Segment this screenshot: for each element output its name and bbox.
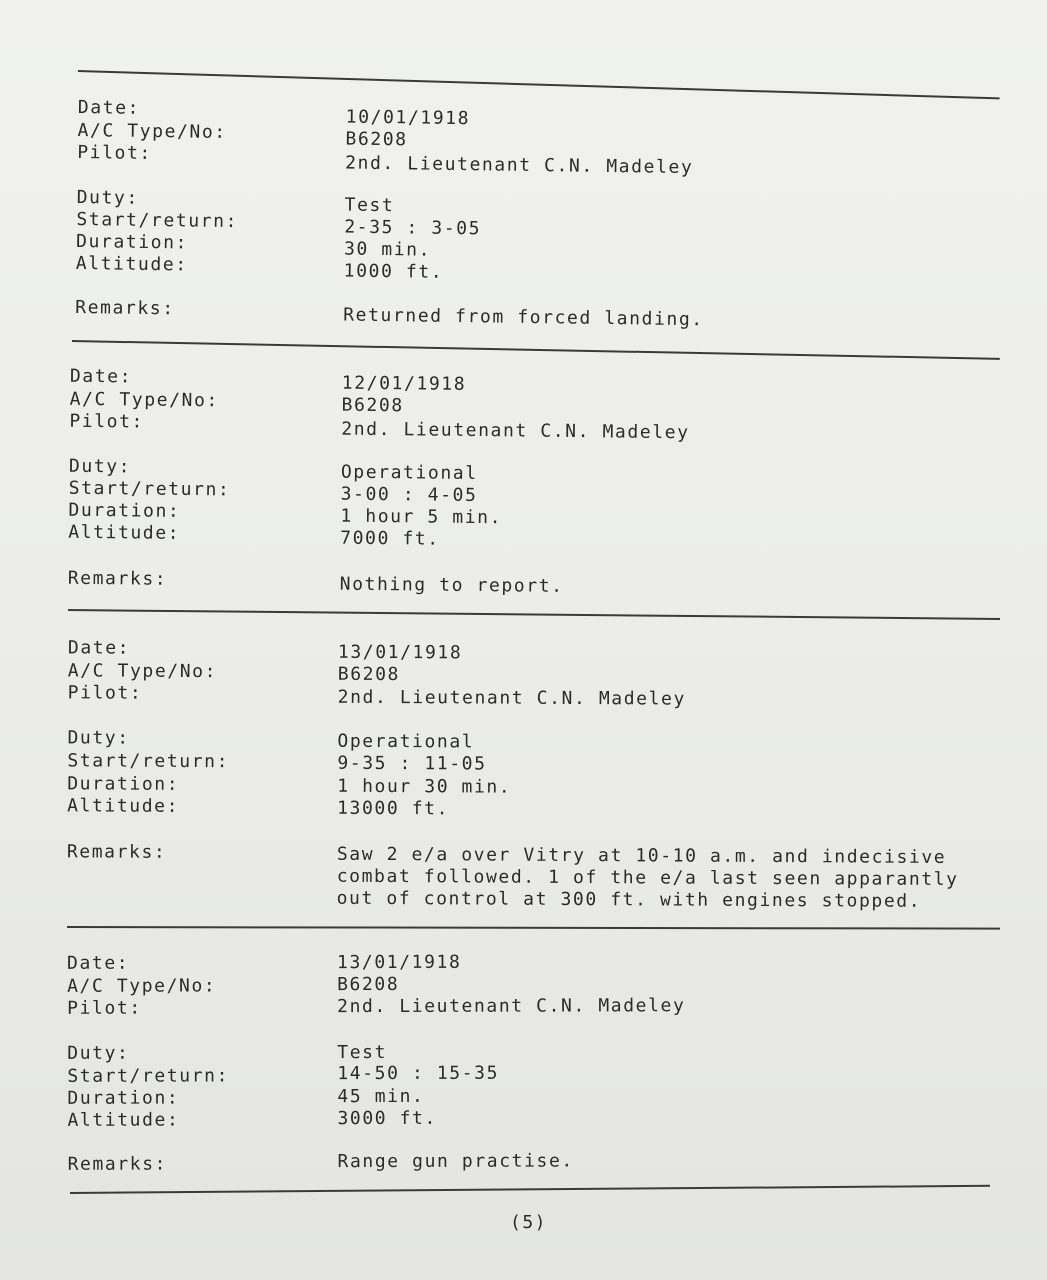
remarks-line: out of control at 300 ft. with engines stopped. [336, 887, 922, 912]
date-value: 10/01/1918 [345, 106, 471, 130]
altitude-label: Altitude: [75, 253, 188, 276]
start-return-value: 9-35 : 11-05 [337, 752, 487, 775]
flight-entry [0, 365, 1047, 626]
pilot-label: Pilot: [77, 142, 153, 164]
flight-entry [0, 950, 1047, 1203]
date-value: 13/01/1918 [337, 641, 463, 664]
duty-value: Operational [337, 730, 475, 753]
remarks-label: Remarks: [75, 297, 175, 320]
duty-value: Test [344, 194, 395, 217]
duration-value: 1 hour 5 min. [340, 505, 503, 529]
duration-label: Duration: [75, 231, 189, 254]
duration-label: Duration: [67, 1087, 180, 1109]
start-return-value: 14-50 : 15-35 [337, 1062, 500, 1085]
date-label: Date: [66, 952, 130, 974]
ac-type-value: B6208 [341, 394, 404, 417]
pilot-label: Pilot: [67, 997, 142, 1019]
altitude-label: Altitude: [67, 795, 180, 817]
page-number: (5) [509, 1212, 547, 1233]
pilot-value: 2nd. Lieutenant C.N. Madeley [337, 995, 686, 1018]
duty-label: Duty: [76, 187, 139, 209]
duration-value: 1 hour 30 min. [337, 775, 512, 798]
separator-rule [78, 70, 1000, 99]
duration-value: 45 min. [337, 1085, 425, 1108]
start-return-label: Start/return: [68, 477, 231, 501]
altitude-value: 7000 ft. [340, 527, 440, 550]
separator-rule [67, 926, 1000, 930]
altitude-value: 1000 ft. [343, 260, 444, 283]
ac-type-label: A/C Type/No: [67, 660, 218, 683]
flight-entry [0, 96, 1047, 360]
remarks-label: Remarks: [67, 567, 168, 590]
start-return-label: Start/return: [76, 209, 239, 233]
duty-label: Duty: [67, 727, 130, 749]
duty-label: Duty: [67, 1042, 130, 1064]
remarks-value [337, 844, 959, 913]
start-return-value: 2-35 : 3-05 [344, 216, 482, 240]
pilot-label: Pilot: [67, 682, 143, 704]
remarks-line: combat followed. 1 of the e/a last seen apparantly [336, 865, 959, 891]
altitude-value: 3000 ft. [337, 1107, 437, 1130]
remarks-value [340, 574, 564, 598]
altitude-value: 13000 ft. [337, 797, 450, 820]
date-value: 12/01/1918 [341, 372, 467, 395]
pilot-value: 2nd. Lieutenant C.N. Madeley [345, 152, 694, 179]
duration-label: Duration: [67, 773, 180, 795]
start-return-value: 3-00 : 4-05 [340, 483, 478, 507]
date-value: 13/01/1918 [336, 951, 462, 974]
remarks-line: Returned from forced landing. [343, 304, 704, 331]
date-label: Date: [77, 97, 141, 119]
ac-type-value: B6208 [337, 663, 401, 686]
remarks-value [338, 1150, 574, 1173]
duty-value: Test [337, 1041, 388, 1064]
duty-value: Operational [340, 461, 478, 485]
date-label: Date: [67, 637, 131, 659]
start-return-label: Start/return: [67, 750, 230, 773]
ac-type-value: B6208 [337, 973, 400, 996]
duty-label: Duty: [68, 455, 132, 478]
remarks-line: Nothing to report. [339, 573, 564, 597]
ac-type-value: B6208 [345, 128, 408, 151]
start-return-label: Start/return: [67, 1065, 230, 1087]
date-label: Date: [69, 365, 133, 388]
pilot-value: 2nd. Lieutenant C.N. Madeley [341, 418, 690, 444]
ac-type-label: A/C Type/No: [77, 120, 227, 143]
remarks-label: Remarks: [66, 841, 167, 863]
flight-entry [0, 637, 1047, 912]
pilot-value: 2nd. Lieutenant C.N. Madeley [337, 686, 686, 710]
altitude-label: Altitude: [68, 521, 181, 544]
ac-type-label: A/C Type/No: [69, 388, 219, 412]
remarks-line: Saw 2 e/a over Vitry at 10-10 a.m. and indecisive [336, 843, 947, 868]
remarks-value [343, 305, 704, 332]
altitude-label: Altitude: [67, 1109, 180, 1131]
ac-type-label: A/C Type/No: [67, 975, 217, 997]
duration-value: 30 min. [343, 238, 432, 261]
pilot-label: Pilot: [69, 410, 145, 433]
duration-label: Duration: [68, 499, 181, 522]
remarks-line: Range gun practise. [337, 1150, 574, 1173]
remarks-label: Remarks: [67, 1153, 168, 1175]
